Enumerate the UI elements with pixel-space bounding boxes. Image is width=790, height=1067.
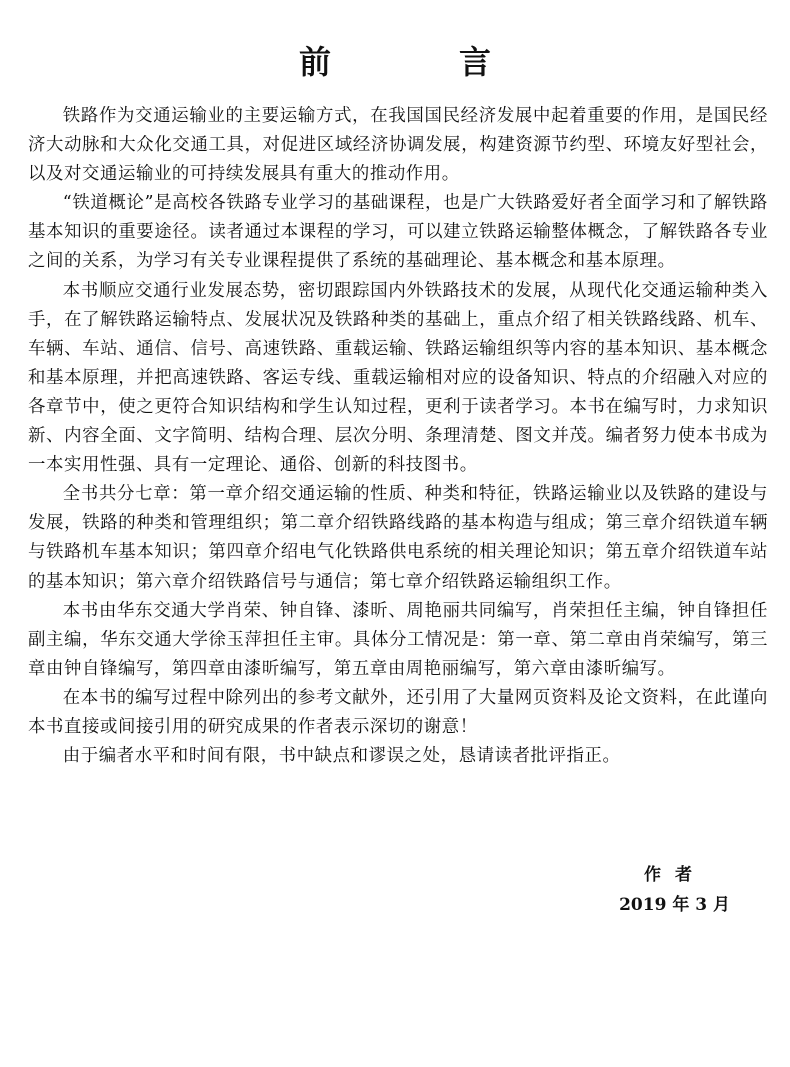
preface-body xyxy=(28,102,768,771)
paragraph-5: 本书由华东交通大学肖荣、钟自锋、漆昕、周艳丽共同编写，肖荣担任主编，钟自锋担任副主编，华东交通大学徐玉萍担任主审。具体分工情况是：第一章、第二章由肖荣编写，第三章由钟自锋编写，第四章由漆昕编写，第五章由周艳丽编写，第六章由漆昕编写。 xyxy=(28,600,768,679)
paragraph-2: “铁道概论”是高校各铁路专业学习的基础课程，也是广大铁路爱好者全面学习和了解铁路基本知识的重要途径。读者通过本课程的学习，可以建立铁路运输整体概念，了解铁路各专业之间的关系，为学习有关专业课程提供了系统的基础理论、基本概念和基本原理。 xyxy=(28,193,768,272)
page-title: 前 言 xyxy=(298,43,539,81)
paragraph-1: 铁路作为交通运输业的主要运输方式，在我国国民经济发展中起着重要的作用，是国民经济大动脉和大众化交通工具，对促进区域经济协调发展，构建资源节约型、环境友好型社会，以及对交通运输业的可持续发展具有重大的推动作用。 xyxy=(28,106,768,185)
paragraph-3: 本书顺应交通行业发展态势，密切跟踪国内外铁路技术的发展，从现代化交通运输种类入手，在了解铁路运输特点、发展状况及铁路种类的基础上，重点介绍了相关铁路线路、机车、车辆、车站、通信、信号、高速铁路、重载运输、铁路运输组织等内容的基本知识、基本概念和基本原理，并把高速铁路、客运专线、重载运输相对应的设备知识、特点的介绍融入对应的各章节中，使之更符合知识结构和学生认知过程，更利于读者学习。本书在编写时，力求知识新、内容全面、文字简明、结构合理、层次分明、条理清楚、图文并茂。编者努力使本书成为一本实用性强、具有一定理论、通俗、创新的科技图书。 xyxy=(28,280,768,476)
paragraph-6: 在本书的编写过程中除列出的参考文献外，还引用了大量网页资料及论文资料，在此谨向本书直接或间接引用的研究成果的作者表示深切的谢意！ xyxy=(28,687,768,737)
paragraph-7: 由于编者水平和时间有限，书中缺点和谬误之处，恳请读者批评指正。 xyxy=(62,746,621,767)
paragraph-4: 全书共分七章：第一章介绍交通运输的性质、种类和特征，铁路运输业以及铁路的建设与发展，铁路的种类和管理组织；第二章介绍铁路线路的基本构造与组成；第三章介绍铁道车辆与铁路机车基本知识；第四章介绍电气化铁路供电系统的相关理论知识；第五章介绍铁道车站的基本知识；第六章介绍铁路信号与通信；第七章介绍铁路运输组织工作。 xyxy=(28,484,768,592)
signature-date: 2019 年 3 月 xyxy=(619,895,730,915)
signature-author: 作者 xyxy=(644,865,706,885)
